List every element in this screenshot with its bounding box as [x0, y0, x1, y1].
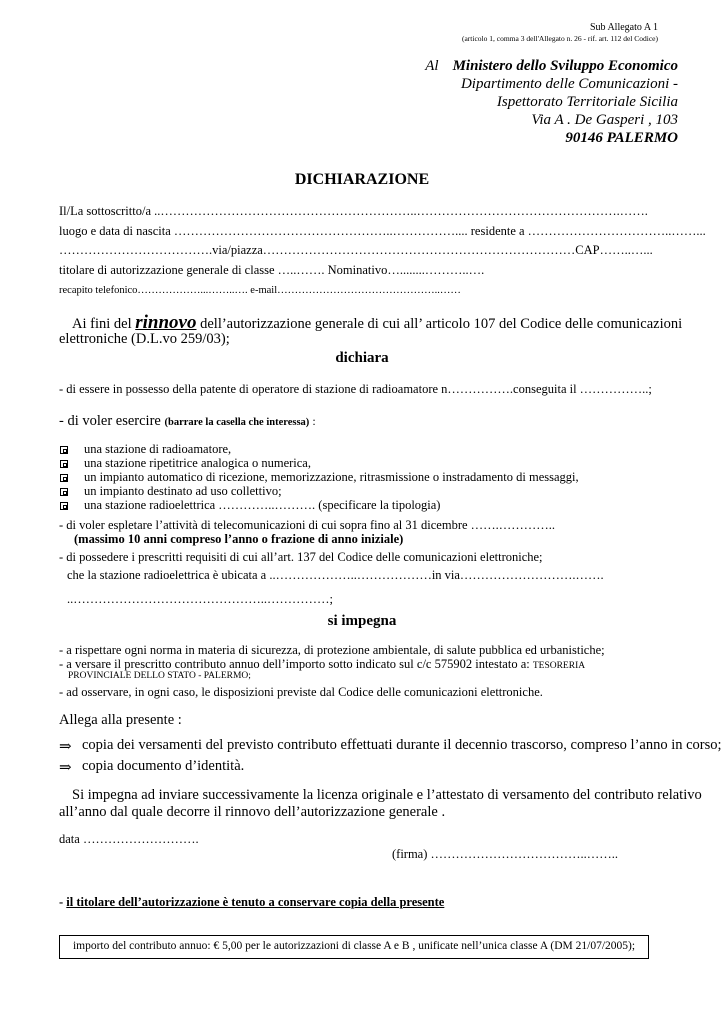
impegno-sicurezza: - a rispettare ogni norma in materia di sicurezza, di protezione ambientale, di salute pubblica ed urbanistiche;	[59, 643, 605, 657]
impegno-finale-line-2: all’anno dal quale decorre il rinnovo dell’autorizzazione generale .	[59, 804, 446, 820]
esercire-note: (barrare la casella che interessa)	[164, 417, 310, 428]
field-titolare-nominativo[interactable]: titolare di autorizzazione generale di classe …..……. Nominativo…........………..….	[59, 263, 485, 277]
recipient-line-2: Dipartimento delle Comunicazioni -	[460, 76, 678, 92]
reference-note: (articolo 1, comma 3 dell'Allegato n. 26 - rif. art. 112 del Codice)	[461, 34, 658, 43]
conservazione-note	[59, 895, 444, 910]
checkbox-icon[interactable]	[60, 488, 68, 496]
field-via-cap[interactable]: ……………………………….via/piazza…………………………………………………………………CAP……..…...	[59, 243, 653, 257]
tesoreria-provinciale: PROVINCIALE DELLO STATO - PALERMO;	[68, 671, 251, 681]
allega-documento: copia documento d’identità.	[82, 758, 245, 774]
impegno-finale-line-1: Si impegna ad inviare successivamente la licenza originale e l’attestato di versamento del contributo relativo	[72, 787, 702, 803]
requisiti-ubicazione[interactable]: che la stazione radioelettrica è ubicata a ..………………..………………in via……………………….…….	[67, 568, 604, 582]
rinnovo-emphasis: rinnovo	[135, 312, 197, 333]
checkbox-icon[interactable]	[60, 474, 68, 482]
dichiara-heading: dichiara	[335, 350, 389, 366]
importo-box: importo del contributo annuo: € 5,00 per le autorizzazioni di classe A e B , unificate nell’unica classe A (DM 21/07/2005);	[59, 935, 649, 959]
option-stazione-radioelettrica[interactable]: una stazione radioelettrica …………..………. (specificare la tipologia)	[84, 498, 441, 512]
note-text: il titolare dell’autorizzazione è tenuto a conservare copia della presente	[66, 895, 445, 909]
esercire-label: - di voler esercire	[59, 413, 165, 429]
espletare-line-1[interactable]: - di voler espletare l’attività di telecomunicazioni di cui sopra fino al 31 dicembre …….…………..	[59, 518, 556, 532]
field-nascita-residenza[interactable]: luogo e data di nascita ……………………………………………..…………….... residente a ……………………………..……...	[59, 224, 706, 238]
requisiti-line-1: - di possedere i prescritti requisiti di cui all’art. 137 del Codice delle comunicazioni elettroniche;	[59, 550, 543, 564]
requisiti-indirizzo[interactable]: ..………………………………………..……………;	[67, 592, 333, 606]
recipient-line-3: Ispettorato Territoriale Sicilia	[496, 94, 678, 110]
firma-field[interactable]: (firma) ………………………………..……..	[392, 847, 619, 861]
esercire-line	[59, 413, 316, 430]
tesoreria-label: TESORERIA	[532, 661, 586, 671]
option-ripetitrice: una stazione ripetitrice analogica o numerica,	[84, 456, 311, 470]
option-uso-collettivo: un impianto destinato ad uso collettivo;	[84, 484, 282, 498]
recipient-prefix: Al	[425, 58, 439, 74]
right-arrow-icon: ⇒	[59, 739, 72, 755]
intro-suffix: dell’autorizzazione generale di cui all’ articolo 107 del Codice delle comunicazioni	[196, 316, 683, 332]
allega-label: Allega alla presente :	[59, 712, 182, 728]
intro-line-2: elettroniche (D.L.vo 259/03);	[59, 331, 230, 347]
checkbox-icon[interactable]	[60, 460, 68, 468]
option-impianto-automatico: un impianto automatico di ricezione, memorizzazione, ritrasmissione o instradamento di messaggi,	[84, 470, 579, 484]
si-impegna-heading: si impegna	[327, 613, 397, 629]
note-dash: -	[59, 895, 67, 909]
espletare-line-2: (massimo 10 anni compreso l’anno o frazione di anno iniziale)	[74, 532, 404, 546]
right-arrow-icon: ⇒	[59, 760, 72, 776]
recipient-line-4: Via A . De Gasperi , 103	[531, 112, 678, 128]
field-sottoscritto[interactable]: Il/La sottoscritto/a ..……………………………………………………..………………………………………….…….	[59, 204, 648, 218]
recipient-line-5: 90146 PALERMO	[565, 130, 678, 146]
esercire-suffix: :	[309, 414, 316, 428]
patente-declaration[interactable]: - di essere in possesso della patente di operatore di stazione di radioamatore n…………….conseguita il ……………..;	[59, 382, 652, 396]
option-radioamatore: una stazione di radioamatore,	[84, 442, 232, 456]
sub-allegato-label: Sub Allegato A 1	[589, 22, 658, 33]
field-recapito-email[interactable]: recapito telefonico………………...……..…. e-mail………………………………………..……	[59, 285, 461, 296]
allega-versamenti: copia dei versamenti del previsto contributo effettuati durante il decennio trascorso, compreso l’anno in corso;	[82, 737, 722, 753]
data-field[interactable]: data ……………………….	[59, 832, 199, 846]
impegno-contributo-text: - a versare il prescritto contributo annuo dell’importo sotto indicato sul c/c 575902 intestato a:	[59, 657, 533, 671]
recipient-ministry: Ministero dello Sviluppo Economico	[452, 58, 678, 74]
intro-prefix: Ai fini del	[72, 316, 136, 332]
recipient-line-1	[425, 57, 678, 75]
checkbox-icon[interactable]	[60, 446, 68, 454]
document-title: DICHIARAZIONE	[294, 171, 430, 188]
impegno-disposizioni: - ad osservare, in ogni caso, le disposizioni previste dal Codice delle comunicazioni elettroniche.	[59, 685, 543, 699]
checkbox-icon[interactable]	[60, 502, 68, 510]
impegno-contributo	[59, 657, 585, 672]
